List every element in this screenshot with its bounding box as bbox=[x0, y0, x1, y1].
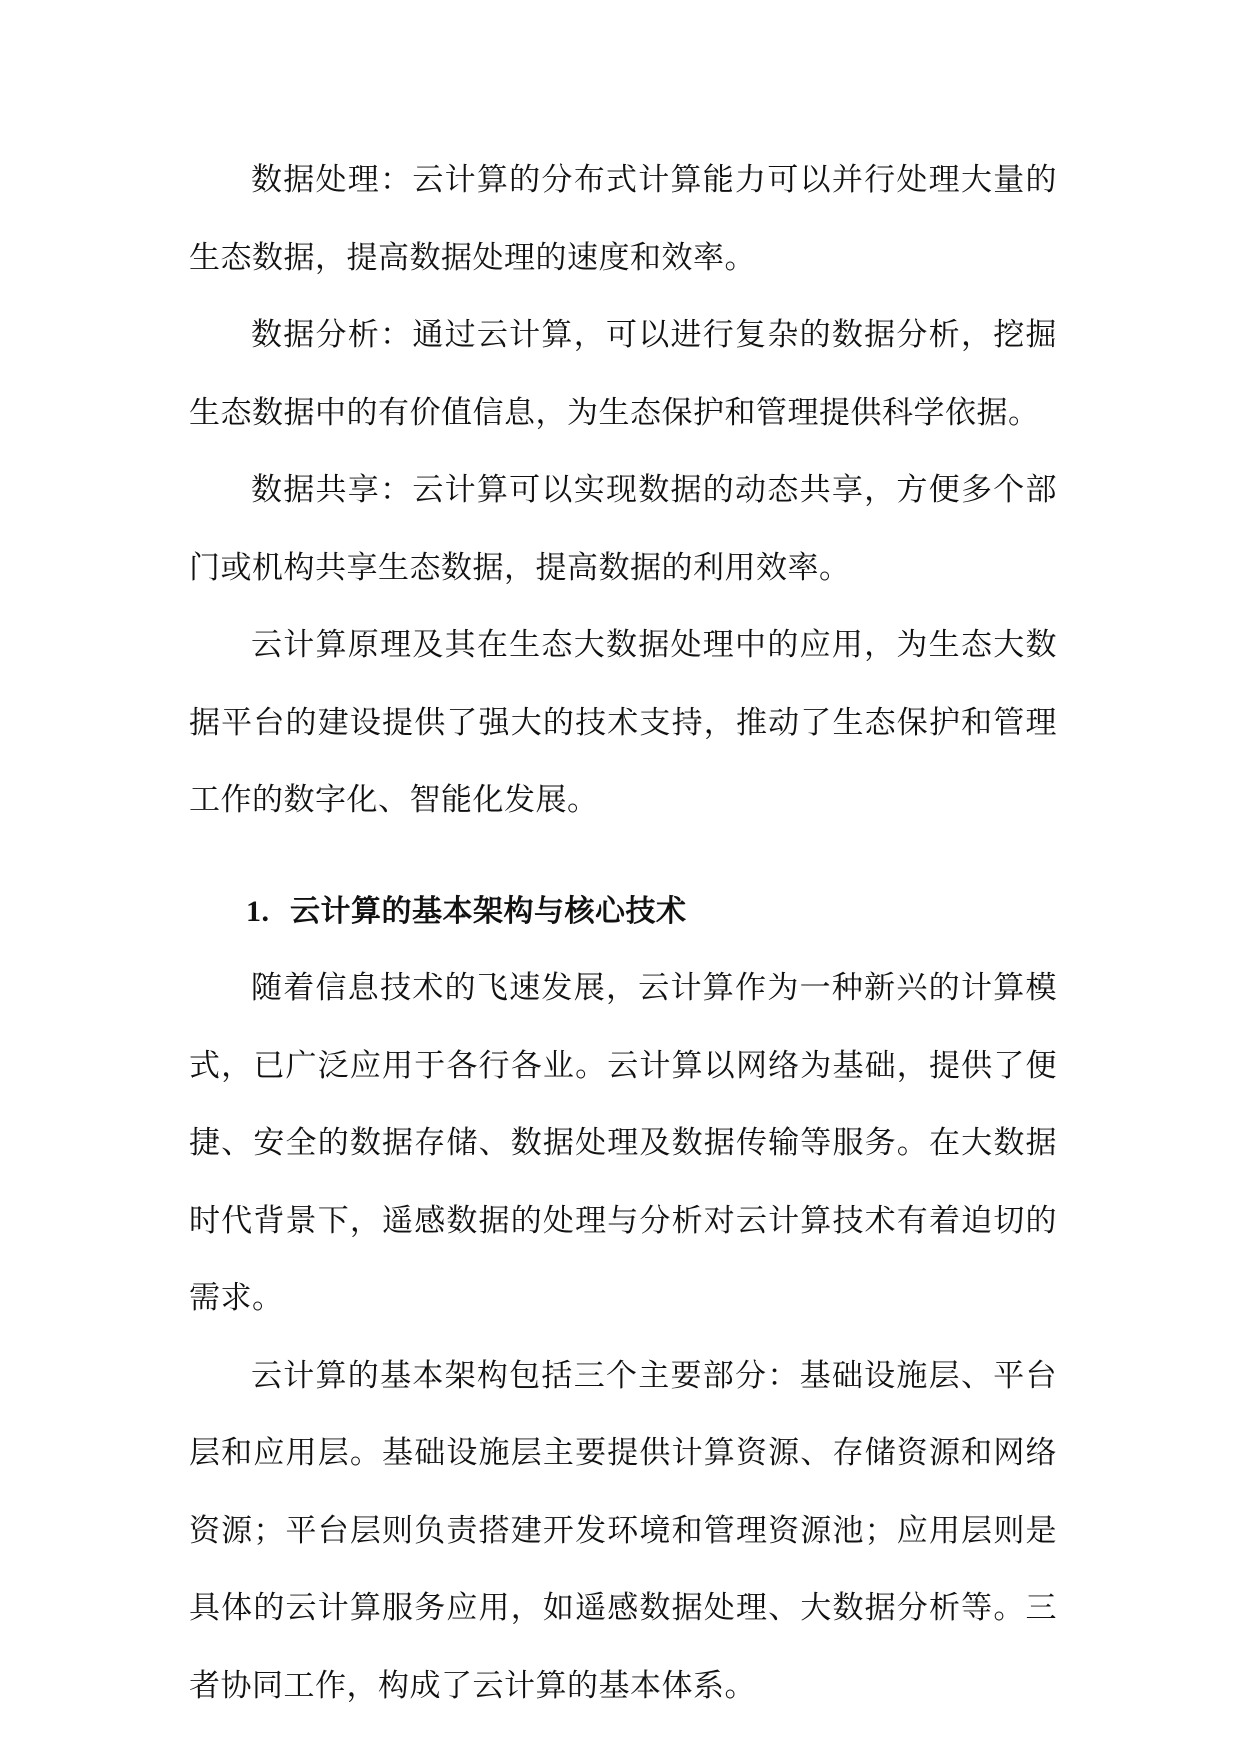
section-heading bbox=[189, 873, 1057, 951]
paragraph-data-analysis: 数据分析：通过云计算，可以进行复杂的数据分析，挖掘生态数据中的有价值信息，为生态保护和管理提供科学依据。 bbox=[189, 317, 1057, 431]
paragraph-data-sharing: 数据共享：云计算可以实现数据的动态共享，方便多个部门或机构共享生态数据，提高数据的利用效率。 bbox=[189, 472, 1057, 586]
document-body bbox=[189, 142, 1057, 1725]
paragraph-cloud-intro: 随着信息技术的飞速发展，云计算作为一种新兴的计算模式，已广泛应用于各行各业。云计算以网络为基础，提供了便捷、安全的数据存储、数据处理及数据传输等服务。在大数据时代背景下，遥感数据的处理与分析对云计算技术有着迫切的需求。 bbox=[189, 970, 1057, 1316]
paragraph-summary: 云计算原理及其在生态大数据处理中的应用，为生态大数据平台的建设提供了强大的技术支持，推动了生态保护和管理工作的数字化、智能化发展。 bbox=[189, 627, 1057, 818]
paragraph-cloud-architecture: 云计算的基本架构包括三个主要部分：基础设施层、平台层和应用层。基础设施层主要提供计算资源、存储资源和网络资源；平台层则负责搭建开发环境和管理资源池；应用层则是具体的云计算服务应用，如遥感数据处理、大数据分析等。三者协同工作，构成了云计算的基本体系。 bbox=[189, 1357, 1057, 1704]
paragraph-data-processing: 数据处理：云计算的分布式计算能力可以并行处理大量的生态数据，提高数据处理的速度和效率。 bbox=[189, 162, 1057, 276]
section-heading-number: 1. bbox=[246, 894, 270, 928]
section-heading-text: 云计算的基本架构与核心技术 bbox=[290, 893, 687, 929]
